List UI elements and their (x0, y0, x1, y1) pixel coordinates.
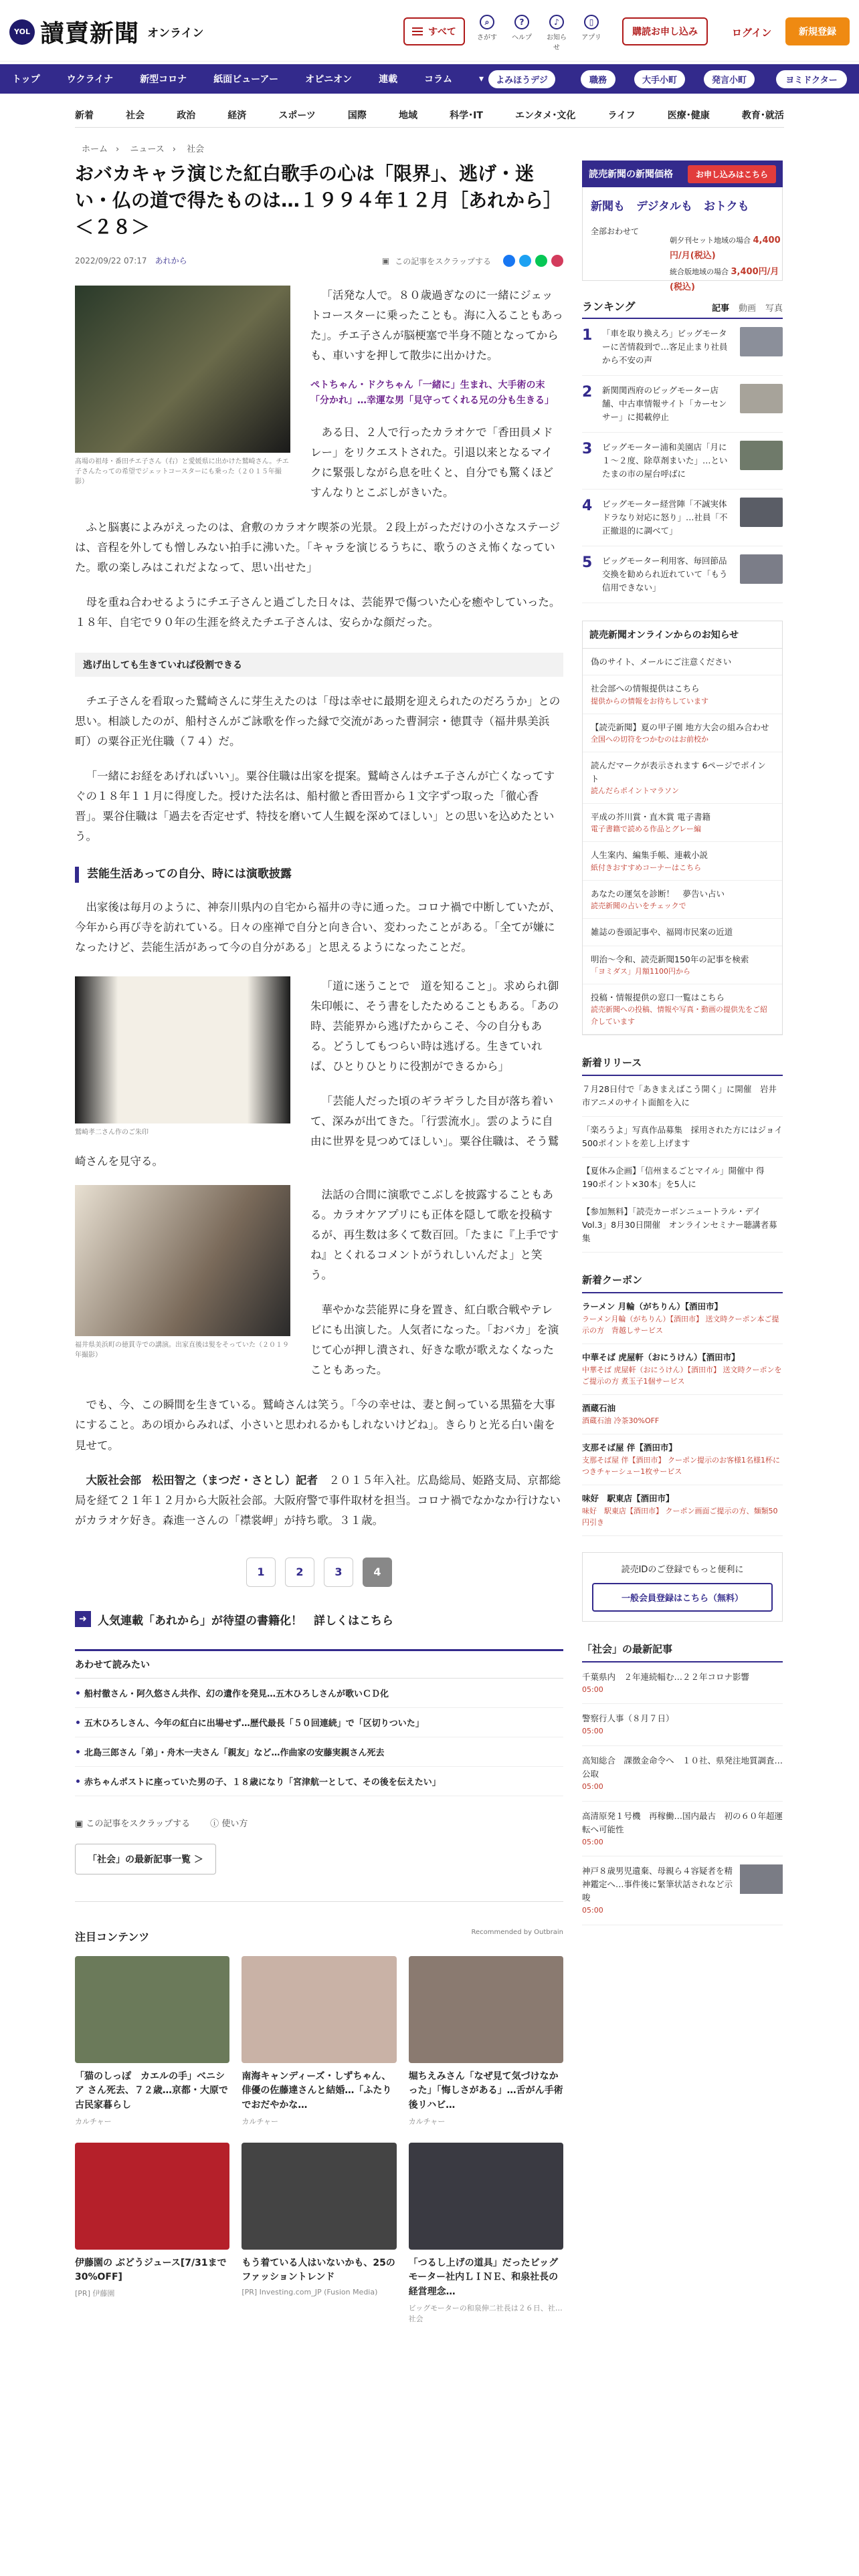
divider (75, 1901, 563, 1902)
photo-2-figure (75, 976, 290, 1138)
recommend-title: 「猫のしっぽ カエルの手」ベニシア さん死去、７２歳…京都・大原で古民家暮らし (75, 2070, 228, 2111)
photo-1-caption: 髙場の祖母・番田チエ子さん（右）と愛媛県に出かけた鷲崎さん。チエ子さんたっての希望でジェットコースターにも乗った（２０１５年撮影） (75, 458, 289, 486)
recommend-card[interactable] (409, 2143, 563, 2324)
notice-box (582, 621, 783, 1035)
notice-text: 【読売新聞】夏の甲子園 地方大会の組み合わせ (591, 722, 769, 732)
twitter-icon[interactable] (519, 255, 531, 267)
category-sports[interactable]: スポーツ (278, 110, 316, 121)
section-heading: 芸能生活あっての自分、時には演歌披露 (75, 867, 563, 883)
breadcrumb-news[interactable]: ニュース (130, 144, 165, 154)
recommend-card[interactable] (409, 1956, 563, 2127)
rank-text: ビッグモーター利用客、毎回節品交換を勧められ近れていて「もう信用できない」 (602, 556, 728, 593)
coupon-item[interactable] (582, 1395, 783, 1434)
byline-body: ２０１５年入社。広島総局、姫路支局、京都総局を経て２１年１２月から大阪社会部。大阪府警で事件取材を担当。コロナ禍でなかなか行けないがカラオケ好き。森進一さんの「襟裳岬」が持ち歌。３１歳。 (75, 1473, 561, 1527)
latest-time: 05:00 (582, 1906, 603, 1915)
subscription-note-2: 統合版地域の場合 (670, 267, 729, 276)
notice-text: 平成の芥川賞・直木賞 電子書籍 (591, 812, 710, 823)
notice-text: 偽のサイト、メールにご注意ください (591, 657, 732, 667)
rank-thumbnail (740, 498, 783, 527)
subscribe-button[interactable]: 購読お申し込み (622, 17, 708, 45)
hamburger-icon (412, 27, 423, 35)
notice-heading: 読売新聞オンラインからのお知らせ (583, 621, 782, 649)
subscription-box[interactable] (582, 187, 783, 293)
photo-3-caption: 福井県美浜町の徳貫寺での講演。出家直後は髪をそっていた（２０１９年撮影） (75, 1341, 289, 1360)
coupon-heading: 新着クーポン (582, 1273, 783, 1293)
related-articles (75, 1649, 563, 1796)
article-author[interactable]: あれから (155, 256, 187, 266)
notification-button[interactable] (545, 15, 569, 51)
site-header (0, 0, 859, 62)
coupon-name: 酒蔵石油 (582, 1402, 616, 1413)
page-1-link[interactable]: 1 (246, 1558, 276, 1587)
search-label: さがす (477, 34, 497, 41)
page-3-link[interactable]: 3 (324, 1558, 353, 1587)
notification-label: お知らせ (547, 34, 567, 51)
photo-rollercoaster[interactable] (75, 286, 290, 453)
notice-text: 人生案内、編集手帳、連載小説 (591, 850, 708, 861)
recommend-card[interactable] (75, 1956, 229, 2127)
related-item[interactable]: 北島三郎さん「弟」・舟木一夫さん「親友」など…作曲家の安藤実親さん死去 (75, 1737, 563, 1767)
rank-text: ビッグモーター浦和美園店「月に１～２度、除草剤まいた」…といたまの市の屋台呼ばに (602, 442, 728, 479)
rank-thumbnail (740, 327, 783, 356)
breadcrumb-home[interactable]: ホーム (82, 144, 108, 154)
coupon-sub: 支那そば屋 伴【酒田市】 クーポン提示のお客様1名様1杯につきチャーシュー1枚サービス (582, 1455, 780, 1477)
recommend-source: ビッグモーターの和泉伸二社長は２６日、社… 社会 (408, 2303, 563, 2323)
rank-number: 3 (582, 441, 593, 457)
notice-text: あなたの運気を診断！ 夢告い占い (591, 888, 725, 899)
help-button[interactable] (510, 15, 534, 51)
facebook-icon[interactable] (503, 255, 515, 267)
coupon-item[interactable] (582, 1293, 783, 1344)
rank-number: 2 (582, 384, 593, 401)
photo-1-figure (75, 286, 290, 487)
notice-item[interactable] (583, 984, 782, 1034)
pagination (75, 1558, 563, 1587)
photo-lecture[interactable] (75, 1185, 290, 1336)
byline-name: 大阪社会部 松田智之（まつだ・さとし）記者 (86, 1473, 318, 1487)
notice-text: 読んだマークが表示されます 6ページでポイント (591, 760, 766, 784)
category-divider (75, 127, 784, 128)
category-economy[interactable]: 経済 (227, 110, 247, 121)
latest-text: 千葉県内 ２年連続幅む…２２年コロナ影響 (582, 1671, 750, 1682)
nav-more-icon[interactable]: ▾ (478, 74, 484, 84)
tab-photos[interactable]: 写真 (765, 304, 783, 314)
latest-item[interactable] (582, 1802, 783, 1857)
coupon-sub: ラーメン月輪（がちりん）【酒田市】 送文時クーポン本ご提示の方 背越しサービス (582, 1314, 779, 1335)
paragraph: 母を重ね合わせるようにチエ子さんと過ごした日々は、芸能界で傷ついた心を癒やしていった。１８年、自宅で９０年の生涯を終えたチエ子さんは、安らかな顔だった。 (75, 596, 561, 629)
logo-online-label: オンライン (147, 27, 204, 40)
subscription-all-label: 全部おわせて (591, 227, 640, 236)
recommend-grid (75, 1956, 563, 2324)
release-item[interactable]: 「楽ろうよ」写真作品募集 採用された方にはジョイ500ポイントを差し上げます (582, 1117, 783, 1158)
paragraph: 出家後は毎月のように、神奈川県内の自宅から福井の寺に通った。コロナ禍で中断していたが、今年から再び寺を訪れている。日々の座禅で自分と向き合い、変わったことがある。「全てが嫌になったけど、芸能生活があって今の自分がある」と思えるようになったことだ。 (75, 901, 561, 954)
paragraph: 「一緒にお経をあげればいい」。粟谷住職は出家を提案。鷲崎さんはチエ子さんが亡くなってすぐの１８年１１月に得度した。授けた法名は、船村徹と香田晋から１文字ずつ取った「徹心香晋」。粟谷住職は「過去を否定せず、特技を磨いて人生観を深めてほしい」との思いを込めたという。 (75, 770, 555, 843)
nav-item-column[interactable]: コラム (424, 74, 452, 85)
article-title: おバカキャラ演じた紅白歌手の心は「限界」、逃げ・迷い・仏の道で得たものは…１９９４年１２月［あれから］＜２８＞ (75, 163, 563, 238)
subscription-price-1: 4,400円/月(税込) (670, 235, 781, 261)
notice-text: 投稿・情報提供の窓口一覧はこちら (591, 992, 725, 1003)
latest-time: 05:00 (582, 1837, 603, 1846)
photo-2-caption: 鷲崎孝二さん作のご朱印 (75, 1129, 149, 1137)
latest-thumbnail (740, 1864, 783, 1894)
photo-3-figure (75, 1185, 290, 1360)
arrow-right-icon: ➜ (75, 1611, 91, 1627)
category-new[interactable]: 新着 (75, 110, 94, 121)
help-icon: ? (514, 15, 529, 29)
serial-book-label: 人気連載「あれから」が待望の書籍化！ 詳しくはこちら (98, 1614, 393, 1628)
latest-item[interactable] (582, 1746, 783, 1802)
breadcrumb-society[interactable]: 社会 (187, 144, 205, 154)
notice-item[interactable] (583, 881, 782, 919)
all-menu-button[interactable] (403, 17, 465, 45)
coupon-list (582, 1293, 783, 1536)
society-latest-heading: 「社会」の最新記事 (582, 1642, 783, 1662)
scrap-bottom-label: この記事をスクラップする (86, 1818, 191, 1829)
search-button[interactable] (475, 15, 499, 51)
breadcrumb-separator: › (172, 144, 176, 154)
byline (75, 1471, 563, 1531)
related-item[interactable]: 五木ひろしさん、今年の紅白に出場せず…歴代最長「５０回連続」で「区切りついた」 (75, 1708, 563, 1737)
outbrain-credit[interactable]: Recommended by Outbrain (471, 1928, 563, 1936)
recommend-source: カルチャー (408, 2117, 446, 2126)
coupon-item[interactable] (582, 1434, 783, 1485)
breadcrumb (82, 142, 212, 154)
recommend-source: カルチャー (242, 2117, 278, 2126)
recommend-image (242, 2143, 396, 2250)
coupon-sub: 味好 駅東店【酒田市】 クーポン画面ご提示の方、麺類50円引き (582, 1506, 778, 1527)
coupon-name: 味好 駅東店【酒田市】 (582, 1493, 674, 1503)
paragraph: チエ子さんを看取った鷲崎さんに芽生えたのは「母は幸せに最期を迎えられたのだろうか」との思い。相談したのが、船村さんがご詠歌を作った縁で交流があった曹洞宗・徳貫寺（福井県美浜町）の粟谷正光住職（７４）だ。 (75, 695, 561, 748)
recommend-title: 南海キャンディーズ・しずちゃん、俳優の佐藤達さんと結婚…「ふたりでおだやかな… (242, 2070, 392, 2111)
paragraph: 華やかな芸能界に身を置き、紅白歌合戦やテレビにも出演した。人気者になった。「おバカ」を演じて心が押し潰され、好きな歌が歌えなくなったこともあった。 (310, 1303, 559, 1377)
recommend-image (75, 2143, 229, 2250)
ranking-heading: ランキング (582, 300, 636, 313)
ranking-item[interactable] (582, 376, 783, 433)
category-society[interactable]: 社会 (126, 110, 145, 121)
notice-item[interactable] (583, 752, 782, 804)
recommend-card[interactable] (242, 1956, 396, 2127)
coupon-item[interactable] (582, 1485, 783, 1536)
tab-videos[interactable]: 動画 (738, 304, 756, 314)
nav-item-opinion[interactable]: オピニオン (305, 74, 353, 85)
latest-time: 05:00 (582, 1685, 603, 1694)
scrap-bottom-link[interactable] (75, 1816, 190, 1829)
rank-thumbnail (740, 384, 783, 413)
line-icon[interactable] (535, 255, 547, 267)
coupon-name: 中華そば 虎屋軒（おにうけん）【酒田市】 (582, 1352, 740, 1362)
coupon-item[interactable] (582, 1344, 783, 1395)
nav-button-yomidoctor[interactable]: ヨミドクター (776, 70, 847, 88)
recommend-heading: 注目コンテンツ (75, 1930, 150, 1943)
notice-item[interactable] (583, 649, 782, 675)
breadcrumb-separator: › (116, 144, 120, 154)
category-education[interactable]: 教育･就活 (741, 110, 784, 121)
login-link[interactable]: ログイン (732, 27, 772, 39)
notice-sub: 紙付きおすすめコーナーはこちら (591, 863, 702, 872)
recommend-source: [PR] 伊藤園 (75, 2289, 115, 2298)
nav-button-otekomachi[interactable]: 大手小町 (634, 70, 685, 88)
society-latest-list (582, 1662, 783, 1925)
latest-item[interactable] (582, 1704, 783, 1746)
notice-item[interactable] (583, 675, 782, 714)
rank-thumbnail (740, 441, 783, 470)
latest-text: 警察行人事（８月７日） (582, 1713, 674, 1724)
release-item[interactable]: 【夏休み企画】「信州まるごとマイル」開催中 得 190ポイント×30本」を5人に (582, 1158, 783, 1198)
latest-time: 05:00 (582, 1782, 603, 1792)
help-label: ヘルプ (512, 34, 532, 41)
category-science[interactable]: 科学･IT (450, 110, 483, 121)
page-4-current: 4 (363, 1558, 392, 1587)
latest-item[interactable] (582, 1856, 783, 1925)
subscription-apply-button[interactable]: お申し込みはこちら (688, 165, 776, 183)
smartphone-icon: ▯ (584, 15, 599, 29)
photo-goshuin[interactable] (75, 976, 290, 1123)
coupon-name: 支那そば屋 伴【酒田市】 (582, 1442, 677, 1453)
recommend-image (242, 1956, 396, 2063)
notice-item[interactable] (583, 804, 782, 842)
notice-sub: 提供からの情報をお待ちしています (591, 696, 708, 706)
all-menu-label: すべて (428, 27, 456, 37)
new-releases-heading: 新着リリース (582, 1055, 783, 1076)
rank-number: 5 (582, 554, 593, 571)
subheading: 逃げ出しても生きていれば役割できる (75, 653, 563, 677)
scrap-icon: ▣ (75, 1818, 86, 1829)
usage-label: 使い方 (221, 1818, 248, 1829)
rank-text: 「車を取り換えろ」ビッグモーターに苦情殺到で…客足止まり社員から不安の声 (602, 328, 728, 365)
category-health[interactable]: 医療･健康 (667, 110, 710, 121)
paragraph: 「道に迷うことで 道を知ること」。求められ御朱印帳に、そう書をしたためることもある。「あの時、芸能界から逃げたからこそ、今の自分もある。どうしてもつらい時は逃げる。生きていれば、ひとりひとりに役割ができるから」 (310, 980, 559, 1073)
latest-text: 高清原発１号機 再稼働…国内最古 初の６０年超運転へ可能性 (582, 1810, 783, 1834)
search-icon: ⌕ (480, 15, 494, 29)
nav-button-yomihodeji[interactable]: よみほうデジ (488, 70, 555, 88)
subscription-price-2: 3,400円/月(税込) (670, 266, 779, 293)
notice-sub: 読売新聞への投稿、情報や写真・動画の提供先をご紹介しています (591, 1005, 767, 1026)
recommend-image (75, 1956, 229, 2063)
new-releases-list (582, 1076, 783, 1253)
notice-sub: 「ヨミダス」月額1100円から (591, 967, 690, 976)
app-button[interactable] (579, 15, 603, 51)
paragraph: 「活発な人で。８０歳過ぎなのに一緒にジェットコースターに乗ったことも。海に入ることもあった」。チエ子さんが脳梗塞で半身不随となってからも、車いすを押して散歩に出かけた。 (310, 289, 563, 362)
nav-item-ukraine[interactable]: ウクライナ (66, 74, 114, 85)
notice-item[interactable] (583, 714, 782, 752)
release-item[interactable]: ７月28日付で「あきまえばこう開く」に開催 岩井市アニメのサイト面館を入に (582, 1076, 783, 1117)
latest-item[interactable] (582, 1662, 783, 1705)
subscription-tagline: 新聞も デジタルも おトクも (591, 200, 749, 213)
rank-text: ビッグモーター経営陣「不誠実体ドラなり対応に怒り」…社員「不正撤退的に調べて」 (602, 499, 728, 536)
coupon-sub: 酒蔵石油 冷茶30%OFF (582, 1416, 660, 1425)
society-latest-button[interactable]: 「社会」の最新記事一覧 ＞ (75, 1844, 216, 1874)
related-item[interactable]: 赤ちゃんポストに座っていた男の子、１８歳になり「宮津航一として、その後を伝えたい」 (75, 1767, 563, 1796)
sidebar (582, 160, 783, 1925)
notice-text: 社会部への情報提供はこちら (591, 683, 700, 694)
scrap-link[interactable]: この記事をスクラップする (395, 256, 491, 266)
recommend-title: 堀ちえみさん「なぜ見て気づけなかった」「悔しさがある」…舌がん手術後リハビ… (408, 2070, 563, 2111)
recommend-source: [PR] Investing.com_JP (Fusion Media) (242, 2288, 378, 2296)
nav-item-serial[interactable]: 連載 (379, 74, 398, 85)
recommend-source: カルチャー (75, 2117, 112, 2126)
category-life[interactable]: ライフ (607, 110, 636, 121)
ranking-list (582, 319, 783, 603)
ranking-item[interactable] (582, 433, 783, 490)
rank-thumbnail (740, 554, 783, 584)
notice-item[interactable] (583, 946, 782, 984)
recommend-image (409, 1956, 563, 2063)
recommend-image (409, 2143, 563, 2250)
paragraph: ある日、２人で行ったカラオケで「香田員メドレー」をリクエストされた。引退以来となるマイクに緊張しながら息を吐くと、自分でも驚くほどすんなりとこぶしがきいた。 (310, 426, 553, 500)
notice-sub: 全国への切符をつかむのはお前校か (591, 735, 708, 744)
rank-number: 4 (582, 498, 593, 514)
nav-item-corona[interactable]: 新型コロナ (140, 74, 187, 85)
notice-item[interactable] (583, 919, 782, 946)
ranking-item[interactable] (582, 319, 783, 376)
question-icon: ⓘ (210, 1818, 222, 1829)
paragraph: 法話の合間に演歌でこぶしを披露することもある。カラオケアプリにも正体を隠して歌を投稿するが、再生数は多くて数百回。「たまに『上手ですね』とくれるコメントがうれしいんだよ」と笑う。 (310, 1188, 559, 1282)
registration-box (582, 1552, 783, 1622)
rank-number: 1 (582, 327, 593, 344)
nav-item-viewer[interactable]: 紙面ビューアー (213, 74, 279, 85)
tab-articles[interactable]: 記事 (711, 304, 729, 314)
nav-button-shokumu[interactable]: 職務 (581, 70, 615, 88)
category-international[interactable]: 国際 (347, 110, 367, 121)
nav-item-top[interactable]: トップ (12, 74, 40, 85)
mail-icon[interactable] (551, 255, 563, 267)
related-inline-link[interactable]: ペトちゃん・ドクちゃん「一緒に」生まれ、大手術の末「分かれ」…幸運な男「見守ってくれる兄の分も生きる」 (75, 378, 563, 408)
recommend-card[interactable] (75, 2143, 229, 2324)
latest-text: 神戸８歳男児遺棄、母親ら４容疑者を精神鑑定へ…事件後に緊筆状話されなど示唆 (582, 1866, 733, 1903)
notice-text: 明治～令和、読売新聞150年の記事を検索 (591, 954, 749, 964)
page-2-link[interactable]: 2 (285, 1558, 314, 1587)
coupon-sub: 中華そば 虎屋軒（おにうけん）【酒田市】 送文時クーポンをご提示の方 煮玉子1個サービス (582, 1365, 782, 1386)
notice-item[interactable] (583, 842, 782, 880)
usage-link[interactable] (210, 1816, 248, 1829)
notice-sub: 読売新聞の占いをチェックで (591, 901, 686, 911)
subscription-title: 読売新聞の新聞価格 (589, 169, 673, 180)
related-heading: あわせて読みたい (75, 1651, 563, 1679)
latest-text: 高知総合 課徴金命令へ １０社、県発注地質調査…公取 (582, 1755, 783, 1780)
logo-badge: YOL (9, 19, 35, 45)
subscription-note-1: 朝夕刊セット地域の場合 (670, 236, 751, 245)
register-button[interactable]: 新規登録 (785, 17, 850, 45)
bell-icon: ♪ (549, 15, 564, 29)
paragraph: でも、今、この瞬間を生きている。鷲崎さんは笑う。「今の幸せは、妻と飼っている黒猫を大事にすること。あの頃からみれば、小さいと思われるかもしれないけどね」。きらりと光る白い歯を見せて。 (75, 1398, 555, 1452)
category-bar (75, 108, 784, 122)
scrap-icon[interactable]: ▣ (381, 256, 390, 266)
paragraph: 「芸能人だった頃のギラギラした目が落ち着いて、深みが出てきた。「行雲流水」。雲のように自由に世界を見つめてほしい」。粟谷住職は、そう鷲崎さんを見守る。 (75, 1095, 559, 1168)
recommend-card[interactable] (242, 2143, 396, 2324)
site-logo[interactable] (9, 15, 204, 49)
ranking-item[interactable] (582, 546, 783, 603)
category-local[interactable]: 地域 (399, 110, 418, 121)
release-item[interactable]: 【参加無料】「読売カーボンニュートラル・デイ Vol.3」8月30日開催 オンラインセミナー聴講者募集 (582, 1198, 783, 1253)
serial-book-link[interactable] (75, 1611, 563, 1628)
ranking-item[interactable] (582, 490, 783, 546)
nav-button-hatsugenkomachi[interactable]: 発言小町 (704, 70, 755, 88)
logo-text: 讀賣新聞 (40, 19, 140, 47)
related-item[interactable]: 船村徹さん・阿久悠さん共作、幻の遺作を発見…五木ひろしさんが歌いＣＤ化 (75, 1679, 563, 1708)
recommend-title: 伊藤園の ぶどうジュース[7/31まで30%OFF] (75, 2257, 227, 2283)
main-nav (0, 64, 859, 94)
registration-text: 読売IDのご登録でもっと便利に (621, 1564, 744, 1575)
coupon-name: ラーメン 月輪（がちりん）【酒田市】 (582, 1301, 723, 1311)
paragraph: ふと脳裏によみがえったのは、倉敷のカラオケ喫茶の光景。２段上がっただけの小さなステージは、音程を外しても憎しみない拍手に沸いた。「キャラを演じるうちに、歌うのさえ怖くなっていた。歌の楽しみはこれだよなって、思い出せた」 (75, 521, 561, 574)
app-label: アプリ (581, 34, 601, 41)
notice-text: 雑誌の巻頭記事や、福岡市民案の近道 (591, 927, 733, 938)
rank-text: 新関関西府のビッグモーター店舗、中古車情報サイト「カーセンサー」に掲載停止 (602, 385, 727, 422)
subscription-header (582, 160, 783, 187)
article-date: 2022/09/22 07:17 (75, 256, 147, 266)
article-main (75, 160, 563, 2324)
notice-sub: 読んだらポイントマラソン (591, 786, 679, 795)
recommend-title: もう着ている人はいないかも、25のファッショントレンド (242, 2257, 395, 2283)
registration-button[interactable]: 一般会員登録はこちら（無料） (592, 1583, 773, 1612)
category-politics[interactable]: 政治 (177, 110, 196, 121)
latest-time: 05:00 (582, 1727, 603, 1736)
notice-sub: 電子書籍で読める作品とグレー編 (591, 825, 701, 834)
recommend-title: 「つるし上げの道具」だったビッグモーター社内ＬＩＮＥ、和泉社長の経営理念… (408, 2257, 559, 2297)
category-entertainment[interactable]: エンタメ･文化 (514, 110, 576, 121)
